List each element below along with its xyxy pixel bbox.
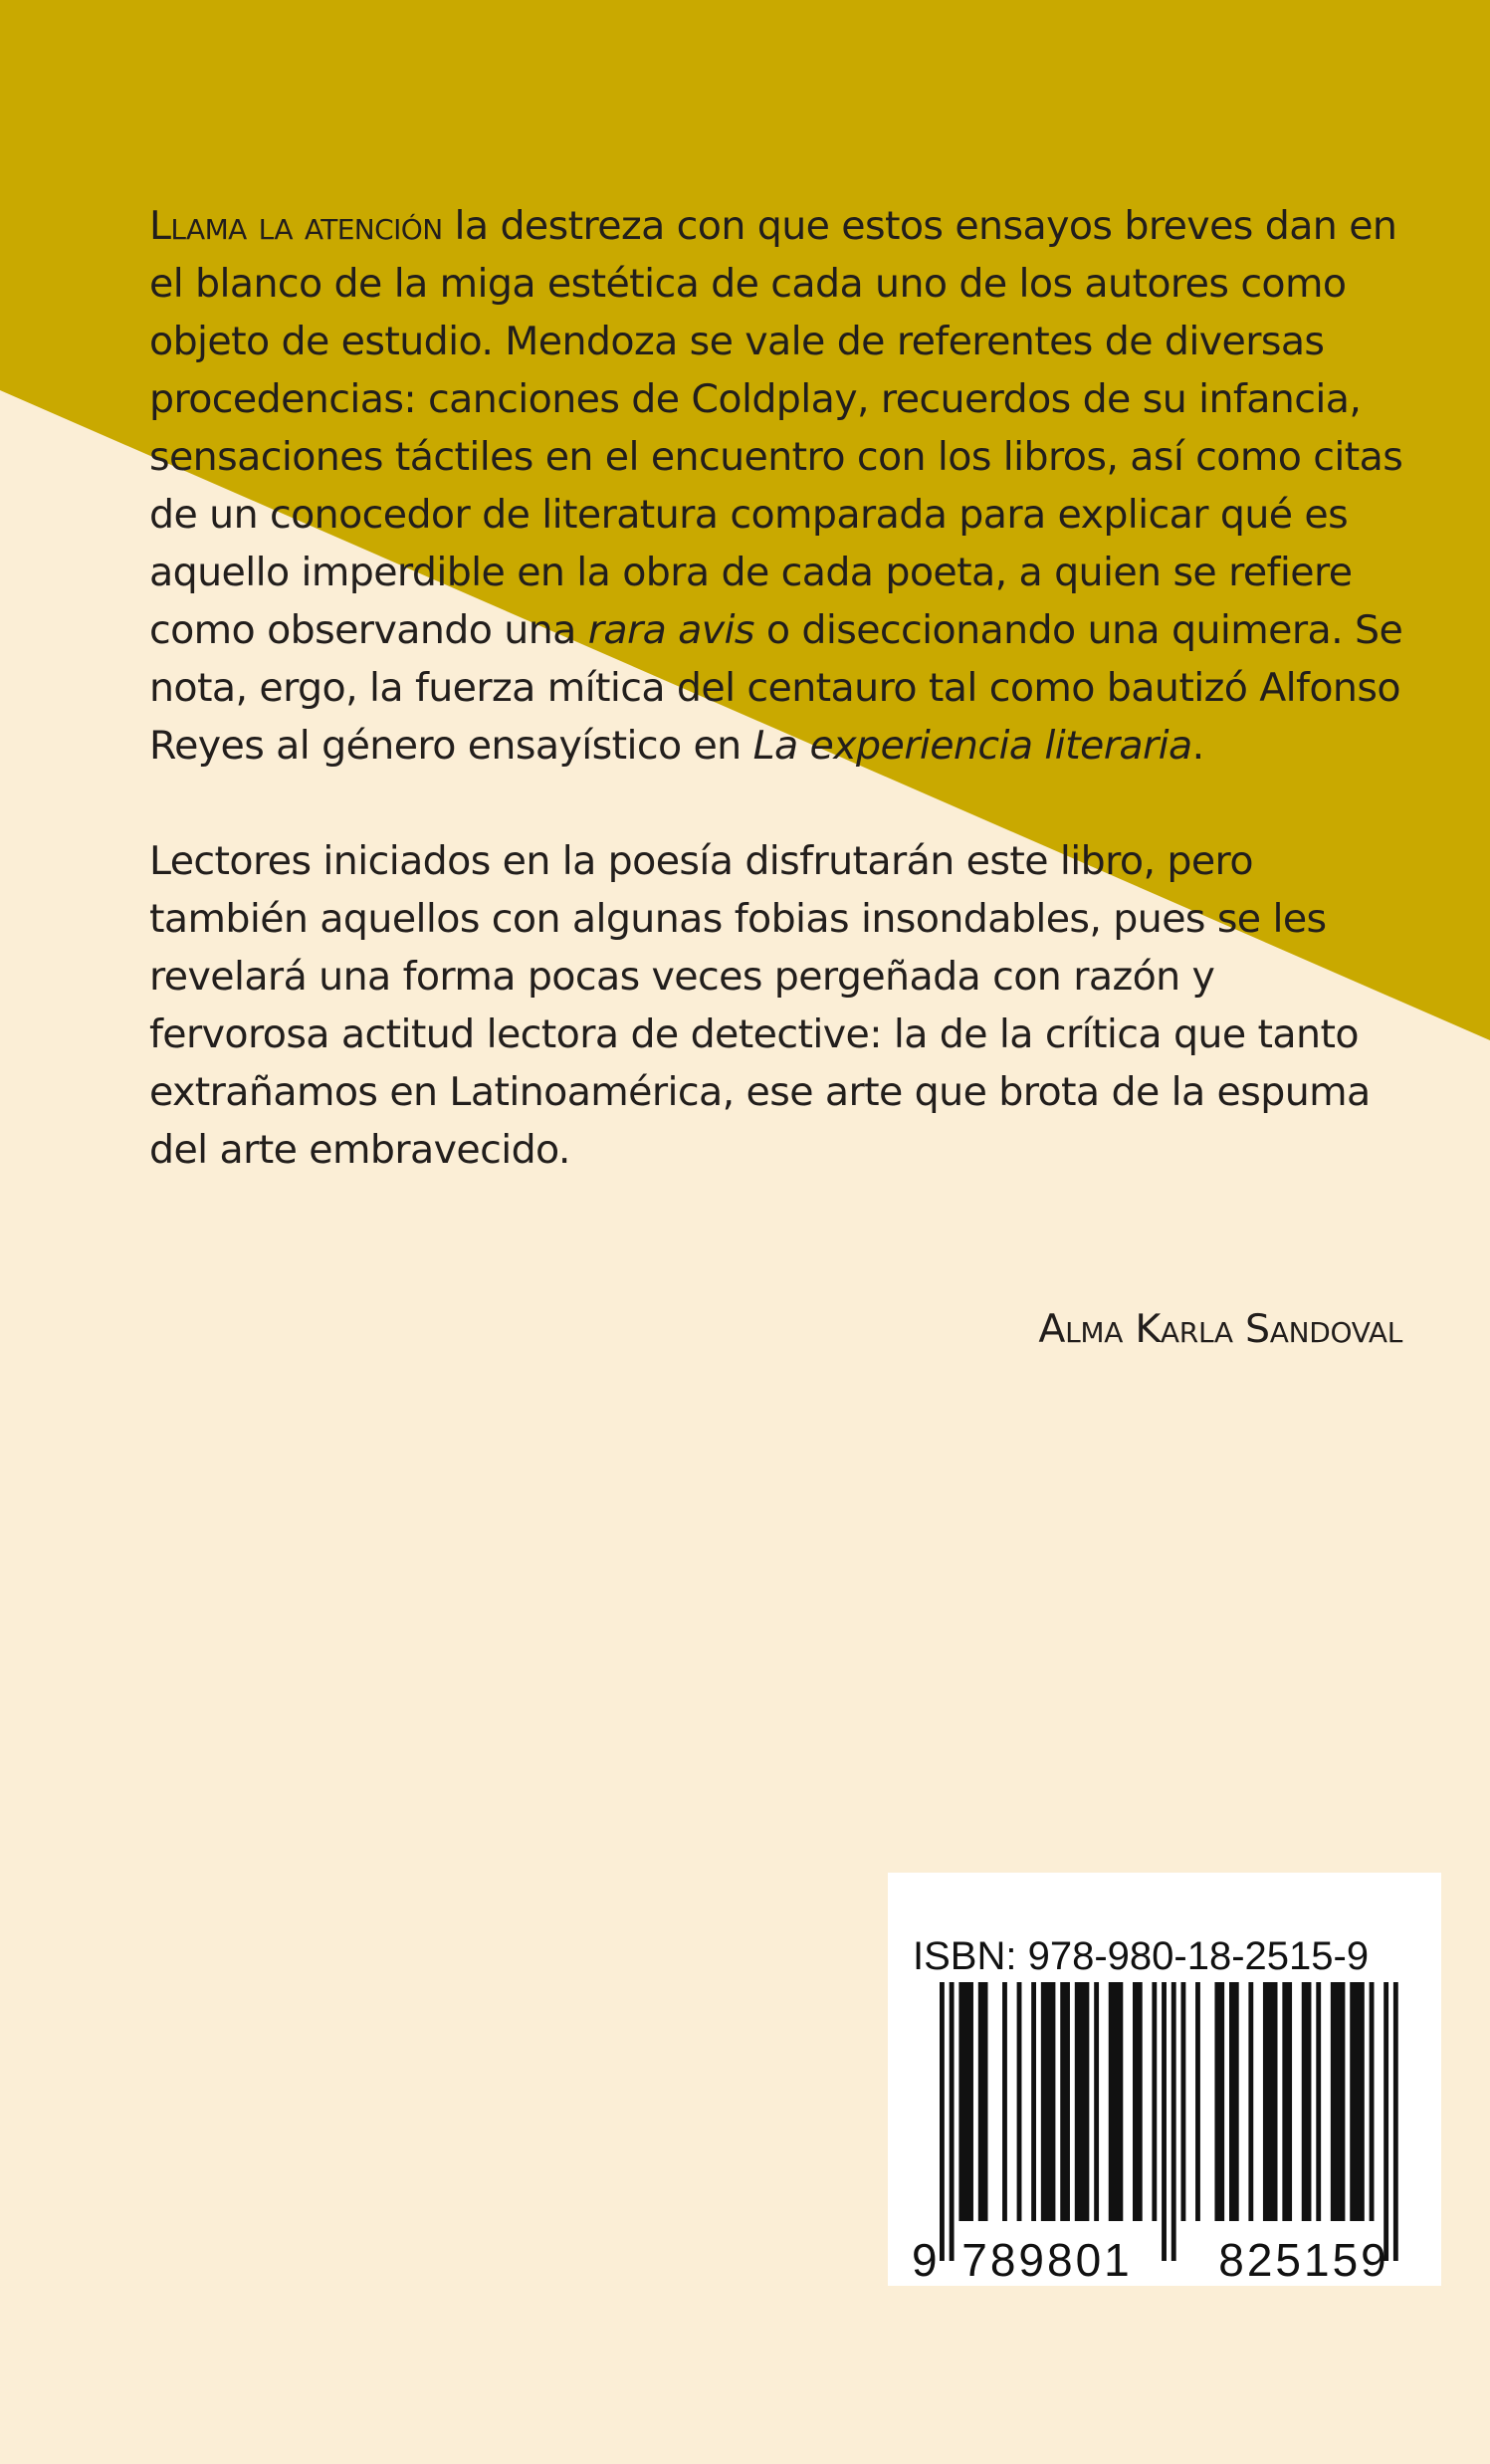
barcode-bar xyxy=(1041,1982,1056,2221)
barcode-bar xyxy=(1214,1982,1224,2221)
barcode-bar xyxy=(1316,1982,1321,2221)
barcode-bar xyxy=(1109,1982,1124,2221)
barcode-bar xyxy=(1181,1982,1186,2221)
barcode-bar xyxy=(1162,1982,1167,2261)
barcode-bar xyxy=(1302,1982,1312,2221)
barcode-bar xyxy=(1263,1982,1278,2221)
barcode-bar xyxy=(1331,1982,1346,2221)
barcode-right-digits: 825159 xyxy=(1218,2234,1389,2286)
barcode-bar xyxy=(958,1982,973,2221)
paragraph-1-text-b: o diseccionando una quimera. Se nota, ergo, la fuerza mítica del centauro tal como bautizó Alfonso Reyes al género ensayístico en xyxy=(149,607,1403,769)
barcode-bar xyxy=(940,1982,945,2261)
barcode-bar xyxy=(1002,1982,1007,2221)
paragraph-1-text-c: . xyxy=(1191,723,1204,769)
isbn-barcode-box xyxy=(888,1873,1441,2286)
paragraph-1 xyxy=(149,197,1403,775)
barcode-bar xyxy=(1133,1982,1143,2221)
barcode-bar xyxy=(978,1982,988,2221)
paragraph-1-text-a: la destreza con que estos ensayos breves dan en el blanco de la miga estética de cada uno de los autores como objeto de estudio. Mendoza se vale de referentes de diversas procedencias: canciones de Coldplay, recuerdos de su infancia, sensaciones táctiles en el encuentro con los libros, así como citas de un conocedor de literatura comparada para explicar qué es aquello imperdible en la obra de cada poeta, a quien se refiere como observando una xyxy=(149,203,1403,653)
barcode-bar xyxy=(1171,1982,1176,2261)
isbn-label: ISBN: 978-980-18-2515-9 xyxy=(913,1934,1370,1978)
back-cover-text xyxy=(149,197,1403,1179)
italic-rara-avis: rara avis xyxy=(587,607,754,653)
barcode-bar xyxy=(950,1982,955,2261)
barcode-bar xyxy=(1248,1982,1253,2221)
barcode-bar xyxy=(1094,1982,1099,2221)
barcode-bar xyxy=(1393,1982,1398,2261)
barcode-bar xyxy=(1031,1982,1036,2221)
lead-in-smallcaps: Llama la atención xyxy=(149,203,443,249)
paragraph-2: Lectores iniciados en la poesía disfrutarán este libro, pero también aquellos con algunas fobias insondables, pues se les revelará una forma pocas veces pergeñada con razón y fervorosa actitud lectora de detective: la de la crítica que tanto extrañamos en Latinoamérica, ese arte que brota de la espuma del arte embravecido. xyxy=(149,838,1371,1173)
barcode-bar xyxy=(1229,1982,1239,2221)
author-signature: Alma Karla Sandoval xyxy=(1038,1306,1402,1352)
barcode-bar xyxy=(1152,1982,1157,2221)
barcode-graphic xyxy=(888,1873,1441,2286)
barcode-bar xyxy=(1017,1982,1022,2221)
italic-book-title: La experiencia literaria xyxy=(752,723,1192,769)
barcode-left-digits: 789801 xyxy=(961,2234,1133,2286)
barcode-bar xyxy=(1370,1982,1375,2221)
barcode-bar xyxy=(1075,1982,1090,2221)
barcode-bar xyxy=(1384,1982,1388,2261)
barcode-bars xyxy=(940,1982,1398,2261)
barcode-lead-digit: 9 xyxy=(912,2234,938,2286)
barcode-bar xyxy=(1282,1982,1292,2221)
barcode-bar xyxy=(1060,1982,1070,2221)
barcode-bar xyxy=(1195,1982,1200,2221)
barcode-bar xyxy=(1350,1982,1365,2221)
